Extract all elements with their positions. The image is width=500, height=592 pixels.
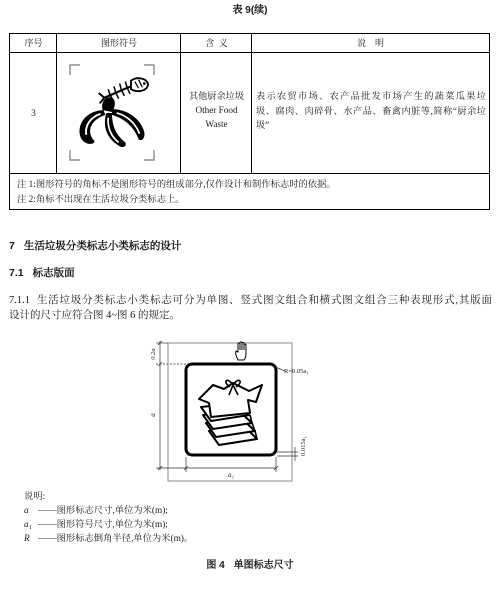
legend-desc: ——图形标志尺寸,单位为米(m); [38, 506, 168, 516]
clause-number: 7.1.1 [9, 295, 30, 306]
subsection-number: 7.1 [9, 267, 24, 279]
legend-heading: 说明: [24, 492, 46, 502]
legend-desc: ——图形标志倒角半径,单位为米(m)。 [38, 534, 194, 544]
section-number: 7 [9, 240, 15, 252]
description-line: 圾、腐肉、肉碎骨、水产品、畜禽内脏等,简称“厨余垃 [256, 105, 486, 116]
size-label: a [149, 413, 157, 417]
header-number: 序号 [24, 38, 43, 48]
header-symbol: 图形符号 [100, 38, 137, 48]
description-line: 圾” [256, 120, 270, 130]
legend-desc: ——图形符号尺寸,单位为米(m); [38, 520, 168, 530]
clause-line: 设计的尺寸应符合图 4~图 6 的规定。 [9, 310, 181, 321]
left-dimension [156, 341, 186, 470]
header-description: 说 明 [356, 38, 384, 48]
table-notes [17, 178, 336, 208]
table-title: 表 9(续) [232, 5, 268, 16]
section-heading [9, 239, 181, 253]
notes-row-divider [10, 173, 489, 174]
figure-caption [0, 559, 500, 573]
margin-label: 0.2a [150, 348, 157, 360]
header-meaning: 含 义 [205, 38, 228, 48]
figure-legend [24, 490, 193, 546]
meaning-zh: 其他厨余垃圾 [188, 91, 245, 101]
border-label: 0.015a₁ [300, 436, 307, 456]
meaning-en-1: Other Food [195, 105, 238, 115]
radius-label: R=0.05a₁ [284, 368, 309, 375]
row-number: 3 [31, 108, 36, 119]
description-cell [256, 89, 486, 133]
clause-line [9, 293, 492, 308]
bottom-dimension [184, 457, 278, 472]
section-title: 生活垃圾分类标志小类标志的设计 [23, 240, 182, 252]
clause-text: 生活垃圾分类标志小类标志可分为单图、竖式图文组合和横式图文组合三种表现形式,其版面 [36, 295, 492, 306]
figure-title: 单图标志尺寸 [233, 560, 294, 571]
hand-cursor-icon [233, 341, 253, 361]
clause-paragraph [9, 293, 492, 323]
legend-term: a₁ [24, 520, 32, 530]
legend-item [24, 518, 193, 532]
meaning-en-2: Waste [205, 119, 228, 129]
meaning-cell [181, 89, 252, 131]
symbol-size-label: a₁ [228, 471, 234, 479]
description-line: 表示农贸市场、农产品批发市场产生的蔬菜瓜果垃 [256, 91, 486, 101]
symbol-table [9, 33, 490, 210]
legend-term: R [24, 534, 30, 544]
legend-item [24, 504, 193, 518]
subsection-title: 标志版面 [32, 267, 75, 279]
note-2: 注 2:角标不出现在生活垃圾分类标志上。 [17, 195, 185, 205]
legend-item [24, 532, 193, 546]
banana-peel-icon [80, 97, 145, 147]
subsection-heading [9, 266, 75, 280]
note-1: 注 1:图形符号的角标不是图形符号的组成部分,仅作设计和制作标志时的依据。 [17, 180, 336, 190]
border-dimension [277, 447, 298, 461]
figure-number: 图 4 [206, 560, 225, 571]
clothes-stack-icon [193, 371, 269, 449]
legend-term: a [24, 506, 29, 516]
food-waste-icon [74, 70, 150, 154]
